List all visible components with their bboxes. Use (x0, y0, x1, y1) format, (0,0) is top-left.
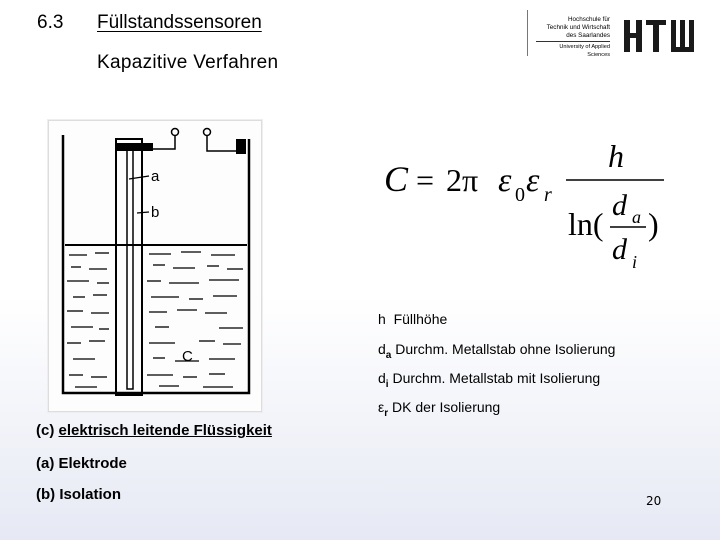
capacitance-formula (380, 135, 680, 285)
formula-epsilon0-sub: 0 (515, 184, 525, 206)
note-liquid (36, 422, 272, 439)
legend-text-di: Durchm. Metallstab mit Isolierung (392, 370, 601, 386)
institution-line-3: des Saarlandes (566, 32, 610, 39)
legend-da (378, 341, 615, 361)
note-insulation: (b) Isolation (36, 486, 121, 503)
sensor-diagram (48, 120, 262, 412)
legend-height (378, 311, 447, 327)
legend-di (378, 370, 600, 390)
terminal-2 (204, 129, 211, 136)
electrode-cap (115, 143, 153, 151)
legend-symbol-da: d (378, 341, 386, 357)
institution-line-4: University of Applied Sciences (536, 41, 610, 59)
page-number: 20 (646, 494, 662, 508)
formula-epsilonr: ε (526, 162, 540, 199)
terminal-1 (172, 129, 179, 136)
htw-logo (622, 18, 702, 54)
formula-numerator: h (608, 138, 624, 174)
formula-ln: ln( (568, 206, 604, 242)
legend-text-h: Füllhöhe (393, 311, 448, 327)
formula-di: d (612, 233, 627, 266)
section-number: 6.3 (37, 12, 64, 33)
legend-symbol-h: h (378, 311, 386, 327)
legend-er (378, 399, 500, 419)
logo-divider (527, 10, 528, 56)
tank-illustration (49, 121, 261, 411)
label-a: a (151, 168, 160, 185)
formula-da: d (612, 189, 627, 222)
formula-di-sub: i (632, 252, 638, 272)
note-c-text: elektrisch leitende Flüssigkeit (58, 422, 272, 439)
note-electrode: (a) Elektrode (36, 455, 127, 472)
formula-coefficient: 2π (446, 162, 479, 198)
formula-equals: = (416, 162, 435, 198)
legend-symbol-di: d (378, 370, 386, 386)
legend-sub-da: a (385, 349, 392, 361)
note-c-prefix: (c) (36, 422, 55, 439)
tank-clamp (236, 139, 246, 154)
legend-sub-er: r (384, 407, 389, 419)
liquid-hatching (67, 252, 243, 387)
formula-epsilon0: ε (498, 162, 512, 199)
formula-lhs: C (384, 159, 409, 199)
institution-line-1: Hochschule für (568, 16, 610, 23)
formula-close-paren: ) (648, 206, 659, 242)
label-c: C (182, 348, 193, 365)
institution-name (536, 16, 610, 59)
legend-text-da: Durchm. Metallstab ohne Isolierung (395, 341, 616, 357)
metal-rod (127, 145, 133, 389)
formula-epsilonr-sub: r (544, 184, 552, 206)
institution-line-2: Technik und Wirtschaft (546, 24, 610, 31)
legend-sub-di: i (385, 378, 389, 390)
legend-symbol-er: ε (378, 399, 385, 415)
slide-subtitle: Kapazitive Verfahren (97, 52, 279, 73)
formula-da-sub: a (632, 207, 641, 227)
legend-text-er: DK der Isolierung (392, 399, 501, 415)
slide-title: Füllstandssensoren (97, 12, 262, 33)
label-b: b (151, 204, 160, 221)
